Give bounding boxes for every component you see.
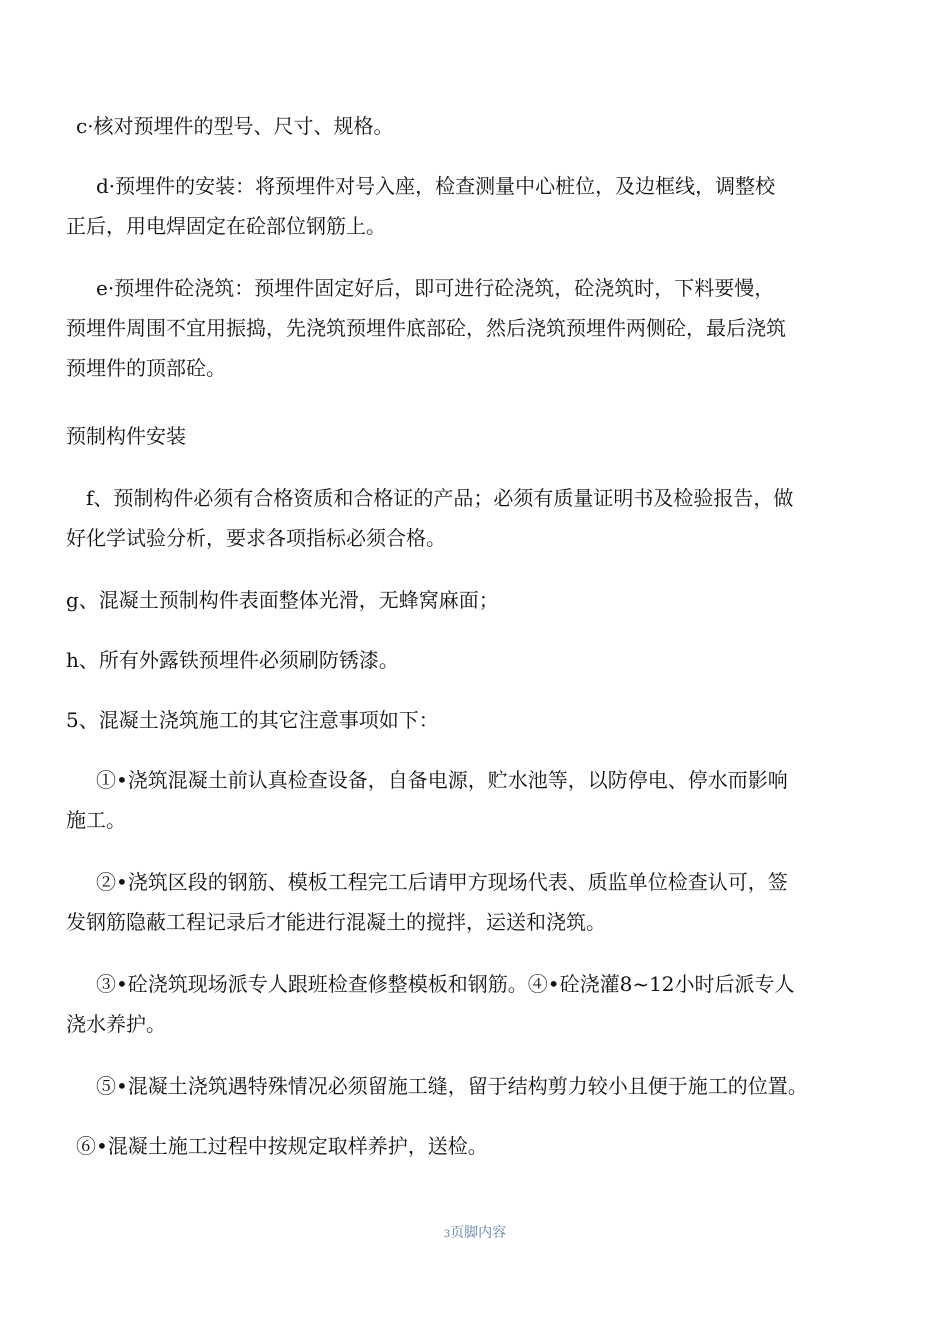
paragraph-line: e·预埋件砼浇筑：预埋件固定好后，即可进行砼浇筑，砼浇筑时，下料要慢， [96, 276, 775, 300]
paragraph-line: 施工。 [66, 808, 126, 832]
paragraph-item-5 [66, 1066, 888, 1106]
paragraph-section-5 [66, 700, 888, 740]
paragraph-line: 预埋件的顶部砼。 [66, 356, 226, 380]
paragraph-line: f、预制构件必须有合格资质和合格证的产品；必须有质量证明书及检验报告，做 [86, 486, 794, 510]
footer-page-number: 3 [443, 1229, 451, 1240]
paragraph-line: ②•浇筑区段的钢筋、模板工程完工后请甲方现场代表、质监单位检查认可，签 [96, 870, 788, 894]
paragraph-line: 5、混凝土浇筑施工的其它注意事项如下： [66, 708, 439, 732]
paragraph-line: 预埋件周围不宜用振捣，先浇筑预埋件底部砼，然后浇筑预埋件两侧砼，最后浇筑 [66, 316, 786, 340]
paragraph-item-2 [66, 862, 888, 942]
heading-line: 预制构件安装 [66, 424, 186, 448]
paragraph-line: h、所有外露铁预埋件必须刷防锈漆。 [66, 648, 399, 672]
paragraph-line: 浇水养护。 [66, 1012, 166, 1036]
page-footer [0, 1222, 950, 1242]
paragraph-line: 正后，用电焊固定在砼部位钢筋上。 [66, 214, 386, 238]
paragraph-g [66, 580, 888, 620]
paragraph-item-6 [76, 1126, 898, 1166]
paragraph-d [66, 166, 888, 246]
footer-label: 页脚内容 [450, 1225, 507, 1241]
section-heading [66, 416, 888, 456]
paragraph-line: d·预埋件的安装：将预埋件对号入座，检查测量中心桩位，及边框线，调整校 [96, 174, 776, 198]
paragraph-line: g、混凝土预制构件表面整体光滑，无蜂窝麻面； [66, 588, 499, 612]
paragraph-line: ⑤•混凝土浇筑遇特殊情况必须留施工缝，留于结构剪力较小且便于施工的位置。 [96, 1074, 808, 1098]
paragraph-c [76, 106, 898, 146]
paragraph-line: 好化学试验分析，要求各项指标必须合格。 [66, 526, 446, 550]
paragraph-line: ⑥•混凝土施工过程中按规定取样养护，送检。 [76, 1134, 488, 1158]
paragraph-e [66, 268, 888, 388]
paragraph-item-3-4 [66, 964, 888, 1044]
paragraph-h [66, 640, 888, 680]
paragraph-line: ③•砼浇筑现场派专人跟班检查修整模板和钢筋。④•砼浇灌8~12小时后派专人 [96, 972, 795, 996]
paragraph-line: ①•浇筑混凝土前认真检查设备，自备电源，贮水池等，以防停电、停水而影响 [96, 768, 788, 792]
paragraph-f [66, 478, 888, 558]
paragraph-line: c·核对预埋件的型号、尺寸、规格。 [76, 114, 394, 138]
paragraph-item-1 [66, 760, 888, 840]
paragraph-line: 发钢筋隐蔽工程记录后才能进行混凝土的搅拌，运送和浇筑。 [66, 910, 606, 934]
